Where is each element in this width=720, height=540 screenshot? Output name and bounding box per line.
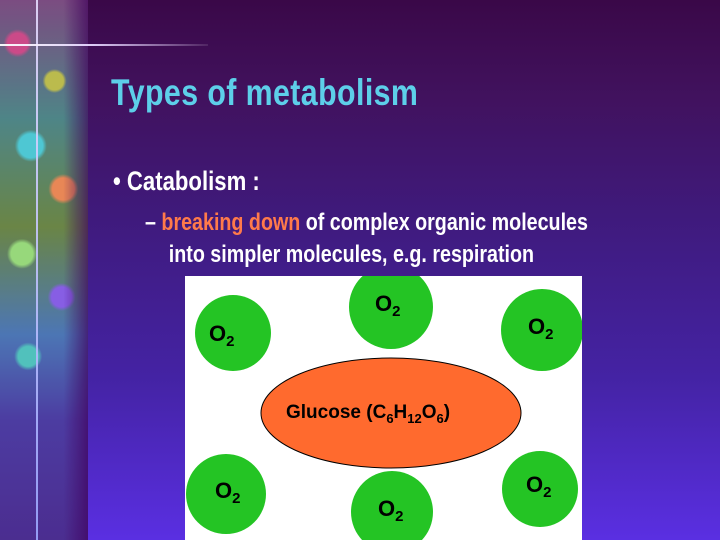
o2-label-top-middle: $O_2$ xyxy=(375,291,401,320)
highlight-text: breaking down xyxy=(161,209,301,236)
page-title: Types of metabolism xyxy=(111,72,419,113)
o2-label-bottom-middle: $O_2$ xyxy=(378,496,404,525)
o2-label-bottom-left: $O_2$ xyxy=(215,478,241,507)
glucose-label: Glucose $(C_6H_{12}O_6)$ xyxy=(286,402,451,426)
decorative-horizontal-line xyxy=(0,44,208,46)
bullet-label: Catabolism : xyxy=(126,166,260,196)
sub-bullet-description xyxy=(145,207,588,271)
sub-bullet-line1 xyxy=(145,207,588,239)
o2-label-top-right: $O_2$ xyxy=(528,314,554,343)
glucose-oxygen-diagram xyxy=(185,276,582,540)
o2-label-bottom-right: $O_2$ xyxy=(526,472,552,501)
diagram-svg xyxy=(185,276,582,540)
bullet-catabolism xyxy=(113,166,260,197)
left-decorative-strip xyxy=(0,0,88,540)
bullet-marker: • xyxy=(113,166,127,196)
description-line1-rest: of complex organic molecules xyxy=(300,209,588,236)
description-line2: into simpler molecules, e.g. respiration xyxy=(168,240,535,268)
sub-bullet-line2 xyxy=(169,239,588,271)
decorative-vertical-line xyxy=(36,0,38,540)
dash-marker: – xyxy=(145,209,156,236)
o2-label-top-left: $O_2$ xyxy=(209,321,235,350)
